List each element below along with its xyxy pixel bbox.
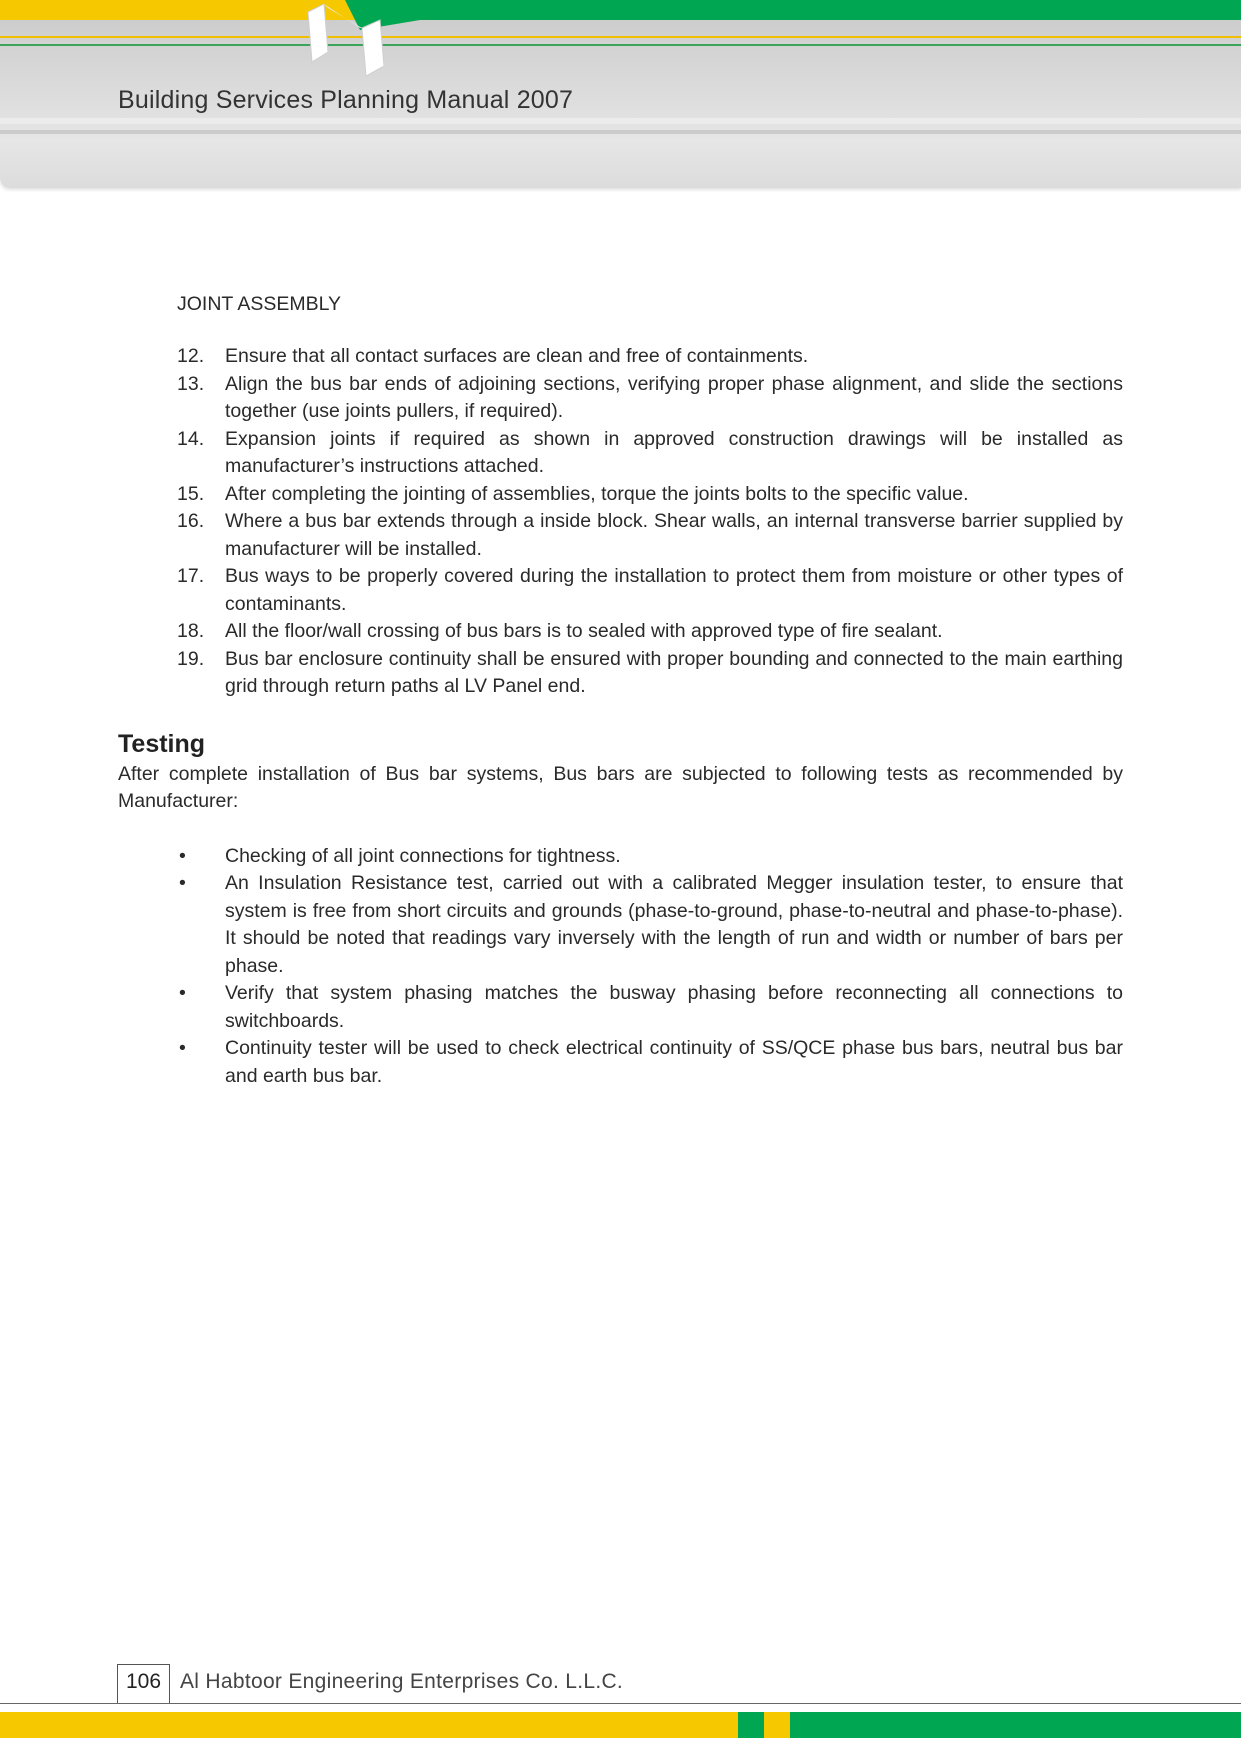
page-number: 106 [126,1670,162,1693]
list-item [177,843,1123,871]
list-item [177,343,1123,371]
item-number: 12. [177,345,205,367]
footer-company: Al Habtoor Engineering Enterprises Co. L.L.C. [180,1670,624,1693]
testing-intro: After complete installation of Bus bar systems, Bus bars are subjected to following tests as recommended by Manufacturer: [118,762,1123,812]
list-item [177,508,1123,563]
footer-green-stripe [790,1712,1241,1738]
list-item [177,1035,1123,1090]
item-number: 17. [177,565,205,587]
item-text: An Insulation Resistance test, carried out with a calibrated Megger insulation tester, to ensure that system is free from short circuits and grounds (phase-to-ground, phase-to-neutral and phase-to-phase). It should be noted that readings vary inversely with the length of run and width or number of bars per phase. [225,872,1123,977]
footer-yellow-stripe [0,1712,738,1738]
footer-green-block [738,1712,764,1738]
page-header [0,0,1241,188]
list-item [177,618,1123,646]
bullet-icon: • [179,1037,186,1059]
header-title: Building Services Planning Manual 2007 [118,86,574,114]
bullet-icon: • [179,872,186,894]
item-text: Bus ways to be properly covered during the installation to protect them from moisture or other types of contaminants. [225,565,1123,615]
item-number: 15. [177,482,205,505]
item-number: 13. [177,372,205,395]
item-number: 18. [177,620,205,642]
item-number: 14. [177,427,205,450]
list-item [177,371,1123,426]
list-item [177,481,1123,509]
item-text: Continuity tester will be used to check electrical continuity of SS/QCE phase bus bars, neutral bus bar and earth bus bar. [225,1037,1123,1087]
list-item [177,563,1123,618]
item-text: Checking of all joint connections for tightness. [225,844,621,867]
header-green-rule [0,44,1241,46]
testing-heading: Testing [118,729,206,758]
item-text: Verify that system phasing matches the busway phasing before reconnecting all connections to switchboards. [225,982,1123,1032]
page-content [118,290,1123,1090]
header-logo-icon [300,0,430,80]
item-text: Expansion joints if required as shown in approved construction drawings will be installed as manufacturer’s instructions attached. [225,427,1123,477]
item-text: Ensure that all contact surfaces are clean and free of containments. [225,345,809,367]
footer-yellow-block [764,1712,790,1738]
list-item [177,426,1123,481]
list-item [177,980,1123,1035]
item-text: All the floor/wall crossing of bus bars is to sealed with approved type of fire sealant. [225,620,943,642]
list-item [177,646,1123,701]
item-text: Where a bus bar extends through a inside block. Shear walls, an internal transverse barrier supplied by manufacturer will be installed. [225,510,1123,560]
header-dark-band [0,130,1241,134]
joint-assembly-heading: JOINT ASSEMBLY [177,293,341,315]
item-text: Align the bus bar ends of adjoining sections, verifying proper phase alignment, and slide the sections together (use joints pullers, if required). [225,372,1123,422]
joint-assembly-list [177,343,1123,701]
footer-rule [0,1703,1241,1704]
item-text: Bus bar enclosure continuity shall be ensured with proper bounding and connected to the main earthing grid through return paths al LV Panel end. [225,647,1123,697]
header-yellow-rule [0,36,1241,38]
bullet-icon: • [179,844,186,867]
header-green-stripe [410,0,1241,20]
header-light-band [0,118,1241,124]
bullet-icon: • [179,982,186,1004]
list-item [177,870,1123,980]
testing-list [177,843,1123,1091]
item-text: After completing the jointing of assemblies, torque the joints bolts to the specific value. [225,482,969,505]
item-number: 16. [177,510,205,532]
item-number: 19. [177,647,205,670]
